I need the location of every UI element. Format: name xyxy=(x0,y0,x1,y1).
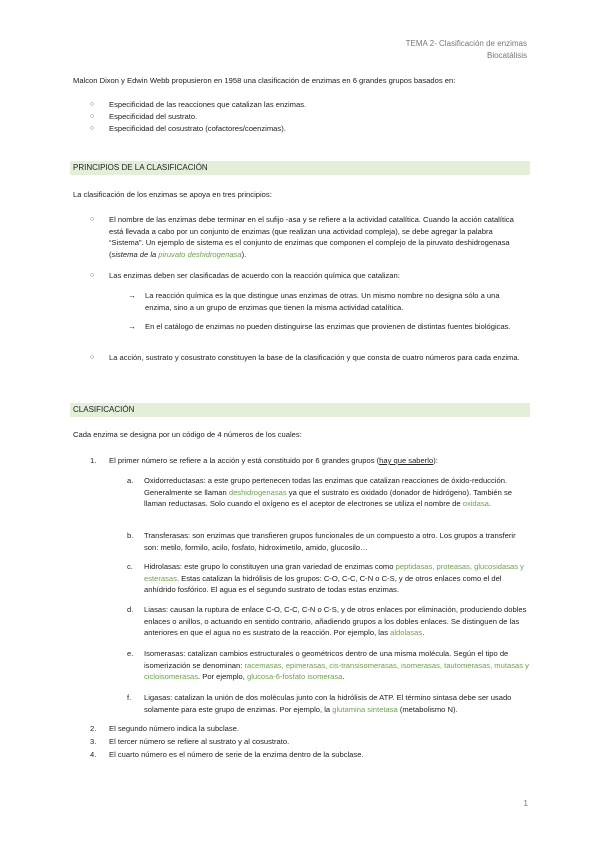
highlight-term: peptidasas, proteasas, glucosidasas y esterasas xyxy=(144,562,524,583)
enzyme-class-item: d. Liasas: causan la ruptura de enlace C-O, C-C, C-N o C-S, y de otros enlaces por eliminación, produciendo dobles enlaces o anillos, o actuando en sentido contrario, añadiendo grupos a los dobles enlaces. Se distinguen de las anteriores en que el agua no es sustrato de la reacción. Por ejemplo, las aldolasas. xyxy=(127,605,527,637)
numbered-item: 3. El tercer número se refiere al sustrato y al cosustrato. xyxy=(90,737,290,746)
page-header xyxy=(406,38,527,62)
highlight-term: oxidasa xyxy=(462,499,489,508)
principle-item: ○ Las enzimas deben ser clasificadas de acuerdo con la reacción química que catalizan: xyxy=(90,271,400,280)
circle-bullet-icon: ○ xyxy=(90,272,95,279)
numbered-item: 2. El segundo número indica la subclase. xyxy=(90,724,240,733)
numbered-item: 4. El cuarto número es el número de serie de la enzima dentro de la subclase. xyxy=(90,750,364,759)
numbered-item: 1. El primer número se refiere a la acción y está constituido por 6 grandes grupos (hay que saberlo): xyxy=(90,456,438,465)
principle-item: ○ La acción, sustrato y cosustrato constituyen la base de la clasificación y que consta de cuatro números para cada enzima. xyxy=(90,353,520,362)
header-topic: TEMA 2- Clasificación de enzimas xyxy=(405,39,527,48)
enzyme-class-item: f. Ligasas: catalizan la unión de dos moléculas junto con la hidrólisis de ATP. El término sintasa debe ser usado solamente para este grupo de enzimas. Por ejemplo, la glutamina sintetasa (metabolismo N). xyxy=(127,693,512,714)
page-number: 1 xyxy=(523,799,528,808)
intro-bullet: ○ Especificidad del cosustrato (cofactores/coenzimas). xyxy=(90,124,286,133)
highlight-term: deshidrogenasas xyxy=(228,487,287,497)
highlight-term: racemasas, epimerasas, cis-transisomerasas, isomerasas, tautomerasas, mutasas y cicloisomerasas xyxy=(144,660,529,681)
underlined-note: hay que saberlo xyxy=(379,456,434,465)
enzyme-class-item: a. Oxidorreductasas: a este grupo pertenecen todas las enzimas que catalizan reacciones de óxido-reducción. Generalmente se llaman deshidrogenasas ya que el sustrato es oxidado (donador de hidrógeno). También se llaman reductasas. Solo cuando el oxígeno es el aceptor de electrones se utiliza el nombre de oxidasa. xyxy=(127,476,512,508)
highlight-term: glutamina sintetasa xyxy=(332,704,398,714)
intro-bullet: ○ Especificidad de las reacciones que catalizan las enzimas. xyxy=(90,100,307,109)
enzyme-class-item: b. Transferasas: son enzimas que transfieren grupos funcionales de un compuesto a otro. Los grupos a transferir son: metilo, formilo, acilo, fosfato, hidroximetilo, amido, glucosilo… xyxy=(127,531,516,552)
circle-bullet-icon: ○ xyxy=(90,354,95,361)
highlight-term: piruvato deshidrogenasa xyxy=(158,249,242,259)
highlight-term: aldolasas xyxy=(390,628,423,637)
circle-bullet-icon: ○ xyxy=(90,216,95,223)
intro-paragraph: Malcon Dixon y Edwin Webb propusieron en 1958 una clasificación de enzimas en 6 grandes grupos basados en: xyxy=(73,76,456,85)
arrow-subitem: → La reacción química es la que distingue unas enzimas de otras. Un mismo nombre no designa sólo a una enzima, sino a un grupo de enzimas que tienen la misma actividad catalítica. xyxy=(128,291,500,312)
header-subject: Biocatálisis xyxy=(486,51,527,60)
section1-lead: La clasificación de los enzimas se apoya en tres principios: xyxy=(73,190,272,199)
circle-bullet-icon: ○ xyxy=(90,113,95,120)
section-heading-classification: CLASIFICACIÓN xyxy=(70,403,530,417)
enzyme-class-item: c. Hidrolasas: este grupo lo constituyen una gran variedad de enzimas como peptidasas, proteasas, glucosidasas y esterasas. Estas catalizan la hidrólisis de los grupos: C-O, C-C, C-N o C-S, y de otros enlaces como el del anhídrido fosfórico. El agua es el segundo sustrato de todas estas enzimas. xyxy=(127,562,524,594)
highlight-term: glucosa-6-fosfato isomerasa xyxy=(247,672,343,681)
arrow-right-icon: → xyxy=(128,322,136,331)
circle-bullet-icon: ○ xyxy=(90,125,95,132)
circle-bullet-icon: ○ xyxy=(90,101,95,108)
arrow-right-icon: → xyxy=(128,291,136,300)
section2-lead: Cada enzima se designa por un código de 4 números de los cuales: xyxy=(73,430,302,439)
principle-item: ○ El nombre de las enzimas debe terminar en el sufijo -asa y se refiere a la actividad catalítica. Cuando la acción catalítica está llevada a cabo por un conjunto de enzimas (que realizan una actividad compleja), se debe agregar la palabra “Sistema”. Un ejemplo de sistema es el conjunto de enzimas que componen el complejo de la piruvato deshidrogenasa (sistema de la piruvato deshidrogenasa). xyxy=(90,215,514,259)
arrow-subitem: → En el catálogo de enzimas no pueden distinguirse las enzimas que provienen de distintas fuentes biológicas. xyxy=(128,322,511,331)
enzyme-class-item: e. Isomerasas: catalizan cambios estructurales o geométricos dentro de una misma molécula. Según el tipo de isomerización se denominan: racemasas, epimerasas, cis-transisomerasas, isomerasas, tautomerasas, mutasas y cicloisomerasas. Por ejemplo, glucosa-6-fosfato isomerasa. xyxy=(127,649,529,681)
intro-bullet: ○ Especificidad del sustrato. xyxy=(90,112,198,121)
section-heading-principles: PRINCIPIOS DE LA CLASIFICACIÓN xyxy=(70,161,530,175)
